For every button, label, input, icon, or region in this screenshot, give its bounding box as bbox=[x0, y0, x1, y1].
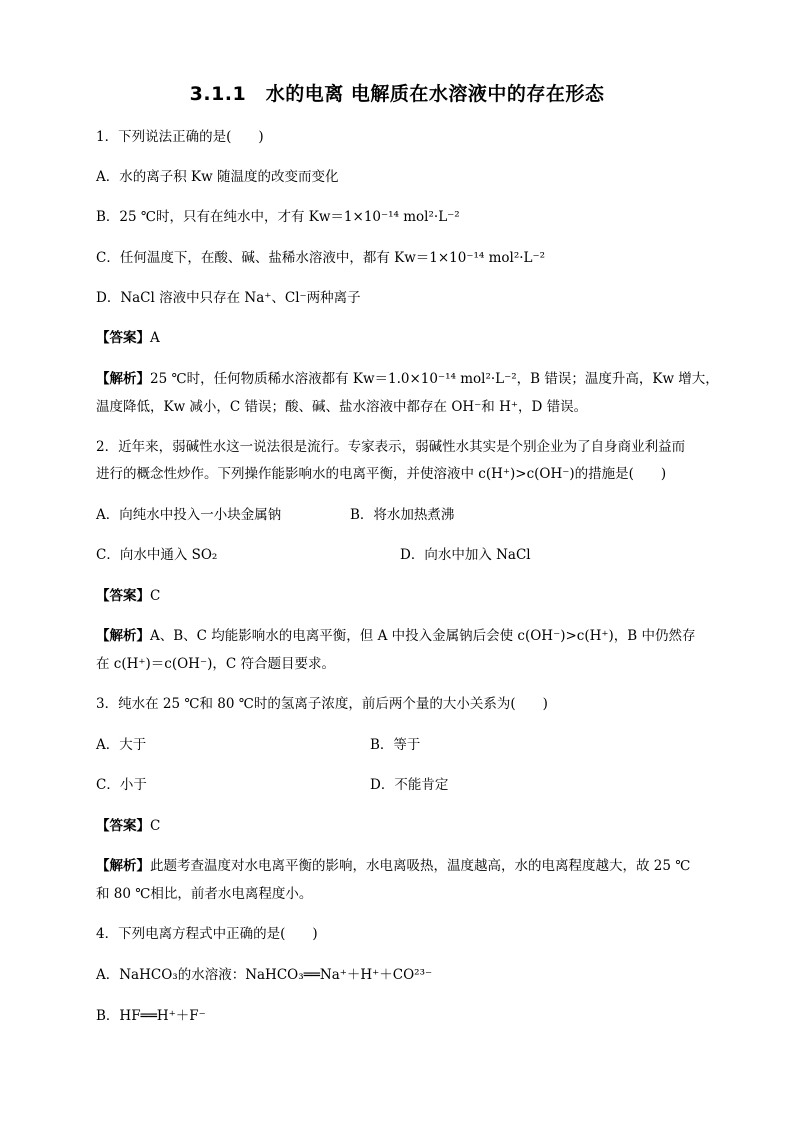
q2-option-d: D．向水中加入 NaCl bbox=[400, 547, 531, 563]
document-title: 3.1.1 水的电离 电解质在水溶液中的存在形态 bbox=[189, 83, 605, 105]
analysis-label: 【解析】 bbox=[96, 371, 150, 387]
q2-option-b: B．将水加热煮沸 bbox=[350, 507, 455, 523]
q3-option-a: A．大于 bbox=[96, 737, 147, 753]
q1-option-c: C．任何温度下，在酸、碱、盐稀水溶液中，都有 Kw＝1×10⁻¹⁴ mol²·L⁻² bbox=[96, 250, 546, 266]
q4-stem: 4．下列电离方程式中正确的是( ) bbox=[96, 926, 318, 942]
q2-answer bbox=[96, 585, 160, 607]
q3-option-d: D．不能肯定 bbox=[370, 777, 449, 793]
answer-value: C bbox=[150, 588, 161, 604]
answer-label: 【答案】 bbox=[96, 330, 150, 346]
q3-analysis-line-2: 和 80 ℃相比，前者水电离程度小。 bbox=[96, 886, 313, 902]
q1-option-d: D．NaCl 溶液中只存在 Na⁺、Cl⁻两种离子 bbox=[96, 290, 361, 306]
answer-value: C bbox=[150, 818, 161, 834]
q3-option-b: B．等于 bbox=[370, 737, 421, 753]
q2-analysis-line-2: 在 c(H⁺)＝c(OH⁻)，C 符合题目要求。 bbox=[96, 656, 335, 672]
q2-analysis-line-1 bbox=[96, 625, 696, 647]
q1-analysis-line-2: 温度降低，Kw 减小，C 错误；酸、碱、盐水溶液中都存在 OH⁻和 H⁺，D 错误。 bbox=[96, 399, 588, 415]
analysis-label: 【解析】 bbox=[96, 858, 150, 874]
q2-option-a: A．向纯水中投入一小块金属钠 bbox=[96, 507, 282, 523]
answer-label: 【答案】 bbox=[96, 818, 150, 834]
q3-option-c: C．小于 bbox=[96, 777, 147, 793]
analysis-text: A、B、C 均能影响水的电离平衡，但 A 中投入金属钠后会使 c(OH⁻)>c(H⁺)，B 中仍然存 bbox=[150, 628, 696, 644]
q1-stem: 1．下列说法正确的是( ) bbox=[96, 129, 264, 145]
q2-stem-line-1: 2．近年来，弱碱性水这一说法很是流行。专家表示，弱碱性水其实是个别企业为了自身商业利益而 bbox=[96, 439, 686, 455]
q3-analysis-line-1 bbox=[96, 855, 690, 877]
q3-answer bbox=[96, 815, 160, 837]
q1-option-a: A．水的离子积 Kw 随温度的改变而变化 bbox=[96, 169, 339, 185]
q3-stem: 3．纯水在 25 ℃和 80 ℃时的氢离子浓度，前后两个量的大小关系为( ) bbox=[96, 696, 548, 712]
answer-label: 【答案】 bbox=[96, 588, 150, 604]
q1-analysis-line-1 bbox=[96, 368, 719, 390]
q2-option-c: C．向水中通入 SO₂ bbox=[96, 547, 218, 563]
q1-answer bbox=[96, 327, 160, 349]
analysis-label: 【解析】 bbox=[96, 628, 150, 644]
answer-value: A bbox=[150, 330, 160, 346]
q4-option-a: A．NaHCO₃的水溶液：NaHCO₃══Na⁺＋H⁺＋CO²³⁻ bbox=[96, 967, 433, 983]
analysis-text: 25 ℃时，任何物质稀水溶液都有 Kw＝1.0×10⁻¹⁴ mol²·L⁻²，B 错误；温度升高，Kw 增大， bbox=[150, 371, 719, 387]
q1-option-b: B．25 ℃时，只有在纯水中，才有 Kw＝1×10⁻¹⁴ mol²·L⁻² bbox=[96, 209, 460, 225]
analysis-text: 此题考查温度对水电离平衡的影响，水电离吸热，温度越高，水的电离程度越大，故 25 ℃ bbox=[150, 858, 691, 874]
q2-stem-line-2: 进行的概念性炒作。下列操作能影响水的电离平衡，并使溶液中 c(H⁺)>c(OH⁻)的措施是( ) bbox=[96, 466, 667, 482]
q4-option-b: B．HF══H⁺＋F⁻ bbox=[96, 1008, 206, 1024]
